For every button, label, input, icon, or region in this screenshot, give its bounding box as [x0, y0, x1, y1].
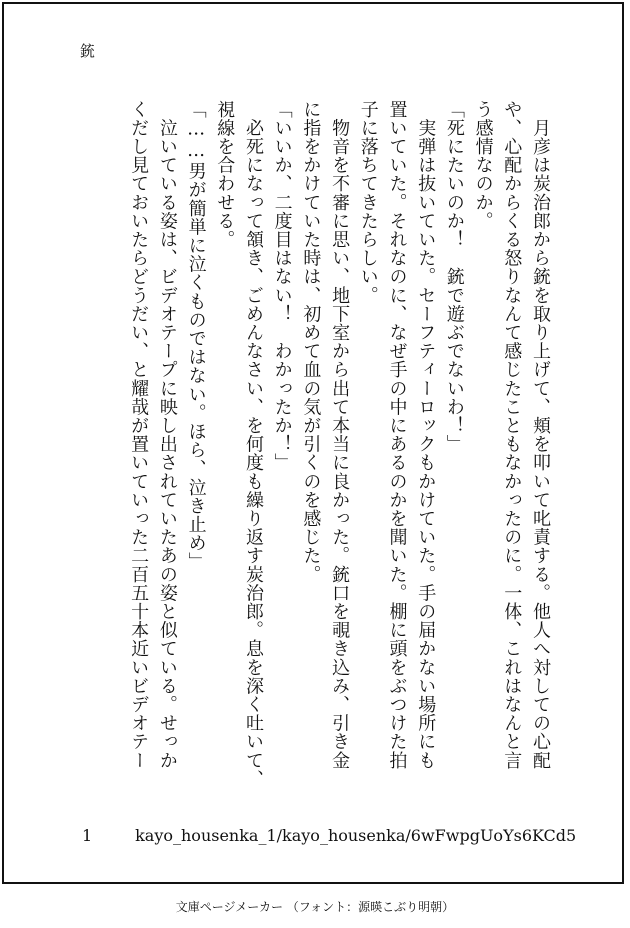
source-path: kayo_housenka_1/kayo_housenka/6wFwpgUoYs6KCd5 [135, 826, 577, 845]
page-number: 1 [82, 826, 93, 845]
text-line: 泣いている姿は、ビデオテープに映し出されていたあの姿と似ている。せっか [156, 100, 178, 770]
text-line: に指をかけていた時は、初めて血の気が引くのを感じた。 [300, 100, 322, 584]
generator-credit: 文庫ページメーカー （フォント：源暎こぶり明朝） [175, 900, 455, 914]
text-line: 子に落ちてきたらしい。 [357, 100, 379, 305]
text-line: う感情なのか。 [472, 100, 494, 231]
text-line: 置いていた。それなのに、なぜ手の中にあるのかを聞いた。棚に頭をぶつけた拍 [386, 100, 408, 770]
text-line: 「……男が簡単に泣くものではない。ほら、泣き止め」 [185, 100, 207, 571]
text-line: 実弾は抜いていた。セーフティーロックもかけていた。手の届かない場所にも [415, 100, 437, 770]
text-line: 視線を合わせる。 [214, 100, 236, 249]
text-line: 月彦は炭治郎から銃を取り上げて、頬を叩いて叱責する。他人へ対しての心配 [530, 100, 551, 770]
text-line: 「死にたいのか！ 銃で遊ぶでないわ！」 [443, 100, 465, 454]
text-line: 「いいか、二度目はない！ わかったか！」 [271, 100, 293, 472]
text-line: や、心配からくる怒りなんて感じたこともなかったのに。一体、これはなんと言 [501, 100, 523, 770]
text-line: くだし見ておいたらどうだい、と耀哉が置いていった二百五十本近いビデオテー [128, 100, 150, 770]
text-line: 必死になって頷き、ごめんなさい、を何度も繰り返す炭治郎。息を深く吐いて、 [242, 100, 264, 789]
page-footer [82, 826, 576, 845]
text-line: 物音を不審に思い、地下室から出て本当に良かった。銃口を覗き込み、引き金 [329, 100, 351, 770]
body-text [123, 100, 554, 789]
story-title: 銃 [80, 42, 96, 60]
